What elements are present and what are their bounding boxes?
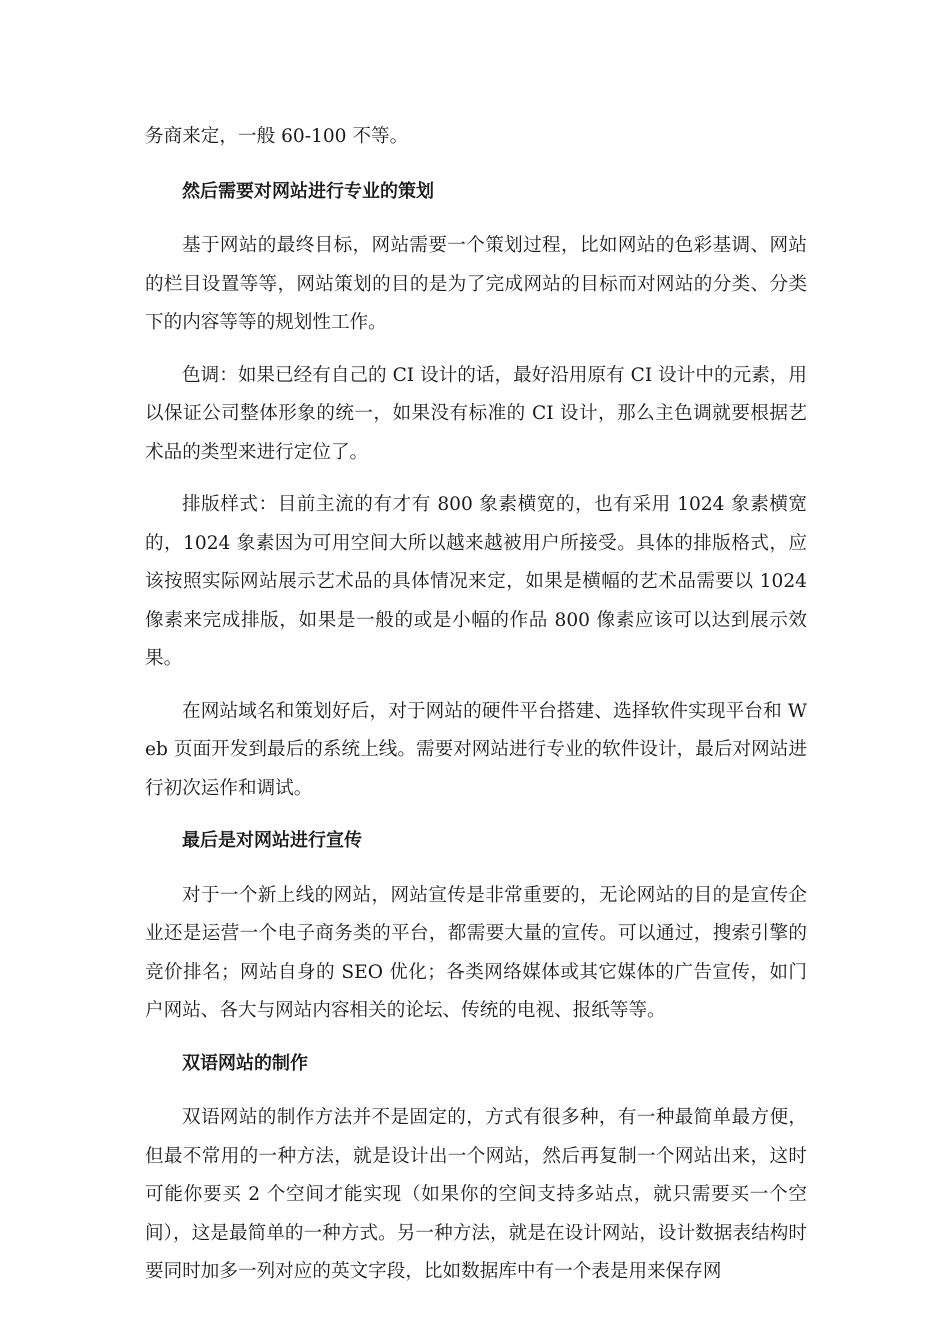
paragraph-layout-style: 排版样式：目前主流的有才有 800 象素横宽的，也有采用 1024 象素横宽的，1024 象素因为可用空间大所以越来越被用户所接受。具体的排版格式，应该按照实际网站展示艺术品的具体情况来定，如果是横幅的艺术品需要以 1024 像素来完成排版，如果是一般的或是小幅的作品 800 像素应该可以达到展示效果。: [145, 494, 807, 669]
paragraph-development: 在网站域名和策划好后，对于网站的硬件平台搭建、选择软件实现平台和 Web 页面开发到最后的系统上线。需要对网站进行专业的软件设计，最后对网站进行初次运作和调试。: [145, 700, 807, 799]
paragraph-color-tone: 色调：如果已经有自己的 CI 设计的话，最好沿用原有 CI 设计中的元素，用以保证公司整体形象的统一，如果没有标准的 CI 设计，那么主色调就要根据艺术品的类型来进行定位了。: [145, 364, 807, 463]
section-heading-promotion: 最后是对网站进行宣传: [182, 830, 362, 851]
paragraph-promotion: 对于一个新上线的网站，网站宣传是非常重要的，无论网站的目的是宣传企业还是运营一个电子商务类的平台，都需要大量的宣传。可以通过，搜索引擎的竞价排名；网站自身的 SEO 优化；各类网络媒体或其它媒体的广告宣传，如门户网站、各大与网站内容相关的论坛、传统的电视、报纸等等。: [145, 884, 807, 1021]
paragraph-continuation: 务商来定，一般 60-100 不等。: [145, 126, 409, 147]
document-body: [145, 118, 807, 1306]
section-heading-planning: 然后需要对网站进行专业的策划: [182, 180, 434, 202]
section-heading-bilingual: 双语网站的制作: [182, 1052, 308, 1074]
paragraph-bilingual: 双语网站的制作方法并不是固定的，方式有很多种，有一种最简单最方便，但最不常用的一种方法，就是设计出一个网站，然后再复制一个网站出来，这时可能你要买 2 个空间才能实现（如果你的空间支持多站点，就只需要买一个空间），这是最简单的一种方式。另一种方法，就是在设计网站，设计数据表结构时要同时加多一列对应的英文字段，比如数据库中有一个表是用来保存网: [145, 1107, 807, 1282]
paragraph-planning-intro: 基于网站的最终目标，网站需要一个策划过程，比如网站的色彩基调、网站的栏目设置等等，网站策划的目的是为了完成网站的目标而对网站的分类、分类下的内容等等的规划性工作。: [145, 235, 807, 333]
